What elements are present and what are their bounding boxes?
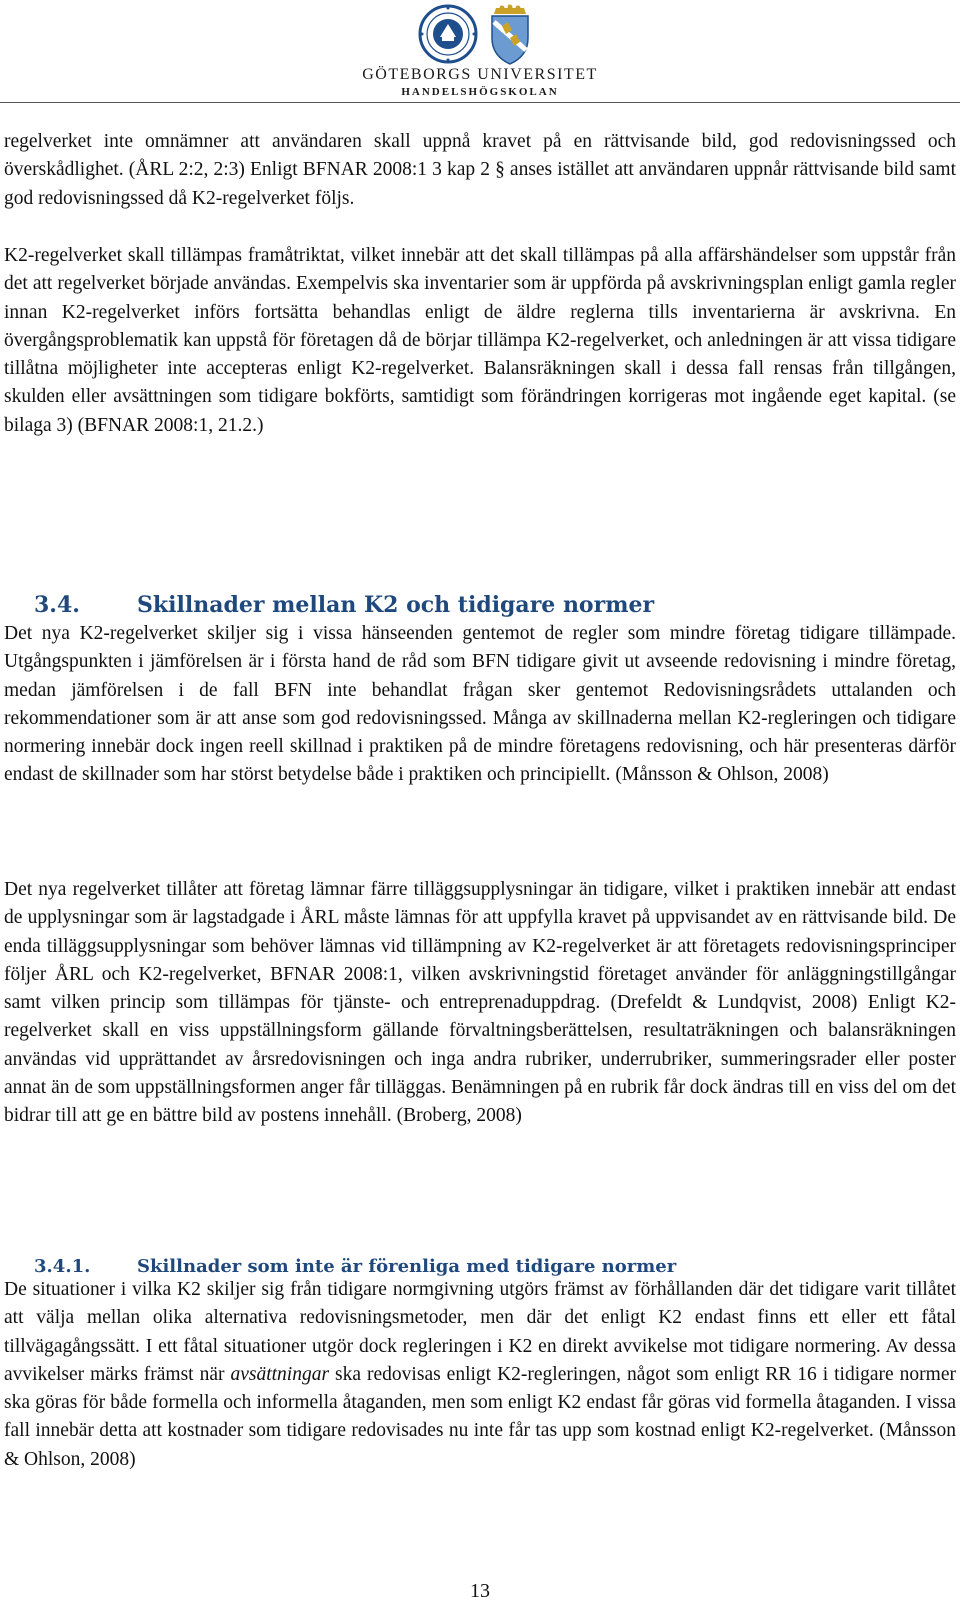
university-name: GÖTEBORGS UNIVERSITET — [362, 66, 598, 83]
logo-row — [0, 4, 960, 64]
paragraph-skillnader: Det nya K2-regelverket skiljer sig i vissa hänseenden gentemot de regler som mindre företag tidigare tillämpade. Utgångspunkten i jämförelsen är i första hand de råd som BFN tidigare givit ut avseende redovisning i mindre företag, medan jämförelsen i de fall BFN inte behandlat frågan sker gentemot Redovisningsrådets uttalanden och rekommendationer som är att anse som god redovisningssed. Många av skillnaderna mellan K2-regleringen och tidigare normering innebär dock ingen reell skillnad i praktiken på de mindre företagens redovisning, och här presenteras därför endast de skillnader som har störst betydelse både i praktiken och principiellt. (Månsson & Ohlson, 2008) — [4, 623, 956, 786]
paragraph-situationer-part1: De situationer i vilka K2 skiljer sig från tidigare normgivning utgörs främst av förhållanden där det tidigare varit tillåtet att välja mellan olika alternativa redovisningsmetoder, men där det enligt K2 endast finns ett eller ett fåtal tillvägagångssätt. I ett fåtal situationer utgör dock regleringen i K2 en direkt avvikelse mot tidigare normering. Av dessa avvikelser märks främst när — [4, 1279, 956, 1385]
paragraph-intro: regelverket inte omnämner att användaren skall uppnå kravet på en rättvisande bild, god redovisningssed och överskådlighet. (ÅRL 2:2, 2:3) Enligt BFNAR 2008:1 3 kap 2 § anses istället att användaren uppnår rättvisande bild samt god redovisningssed då K2-regelverket följs. — [4, 131, 956, 209]
page-number: 13 — [470, 1580, 490, 1602]
section-title: Skillnader mellan K2 och tidigare normer — [137, 592, 655, 618]
italic-term: avsättningar — [230, 1363, 330, 1385]
school-crest-icon — [480, 4, 540, 66]
section-number: 3.4. — [34, 592, 80, 618]
paragraph-situationer-part2: ska redovisas enligt K2-regleringen, något som enligt RR 16 i tidigare normer ska göras för både formella och informella åtaganden, men som enligt K2 endast får göras vid formella åtaganden. I vissa fall innebär detta att kostnader som tidigare redovisades nu inte får tas upp som kostnad enligt K2-regelverket. (Månsson & Ohlson, 2008) — [4, 1363, 956, 1470]
school-name: HANDELSHÖGSKOLAN — [401, 86, 559, 98]
paragraph-tillaggsupplysningar: Det nya regelverket tillåter att företag lämnar färre tilläggsupplysningar än tidigare, vilket i praktiken innebär att endast de upplysningar som är lagstadgade i ÅRL måste lämnas för att uppfylla kravet på uppvisandet av en rättvisande bild. De enda tilläggsupplysningar som behöver lämnas vid tillämpning av K2-regelverket är att företagets redovisningsprinciper följer ÅRL och K2-regelverket, BFNAR 2008:1, vilken avskrivningstid företaget använder för anläggningstillgångar samt vilken princip som tillämpas för tjänste- och entreprenaduppdrag. (Drefeldt & Lundqvist, 2008) Enligt K2-regelverket skall en viss uppställningsform gällande förvaltningsberättelsen, resultaträkningen och balansräkningen användas vid upprättandet av årsredovisningen och inga andra rubriker, underrubriker, summeringsrader eller poster annat än de som uppställningsformen anger får tilläggas. Benämningen på en rubrik får dock ändras till en viss del om det bidrar till att ge en bättre bild av postens innehåll. (Broberg, 2008) — [4, 879, 956, 1127]
subsection-number: 3.4.1. — [34, 1256, 91, 1277]
page-header — [0, 0, 960, 104]
subsection-heading — [34, 1256, 676, 1277]
paragraph-situationer — [4, 1276, 956, 1474]
section-heading — [34, 592, 654, 618]
university-seal-icon — [418, 4, 478, 64]
header-divider — [0, 102, 960, 103]
subsection-title: Skillnader som inte är förenliga med tidigare normer — [137, 1256, 677, 1277]
paragraph-framatriktat: K2-regelverket skall tillämpas framåtriktat, vilket innebär att det skall tillämpas på alla affärshändelser som uppstår från det att regelverket började användas. Exempelvis ska inventarier som är uppförda på avskrivningsplan enligt gamla regler innan K2-regelverket införs fortsätta behandlas enligt de äldre reglerna tills inventarierna är avskrivna. En övergångsproblematik kan uppstå för företagen då de börjar tillämpa K2-regelverket, och anledningen är att vissa tidigare tillåtna möjligheter inte accepteras enligt K2-regelverket. Balansräkningen skall i dessa fall rensas från tillgången, skulden eller avsättningen som tidigare bokförts, samtidigt som förändringen korrigeras mot ingående eget kapital. (se bilaga 3) (BFNAR 2008:1, 21.2.) — [4, 245, 956, 436]
